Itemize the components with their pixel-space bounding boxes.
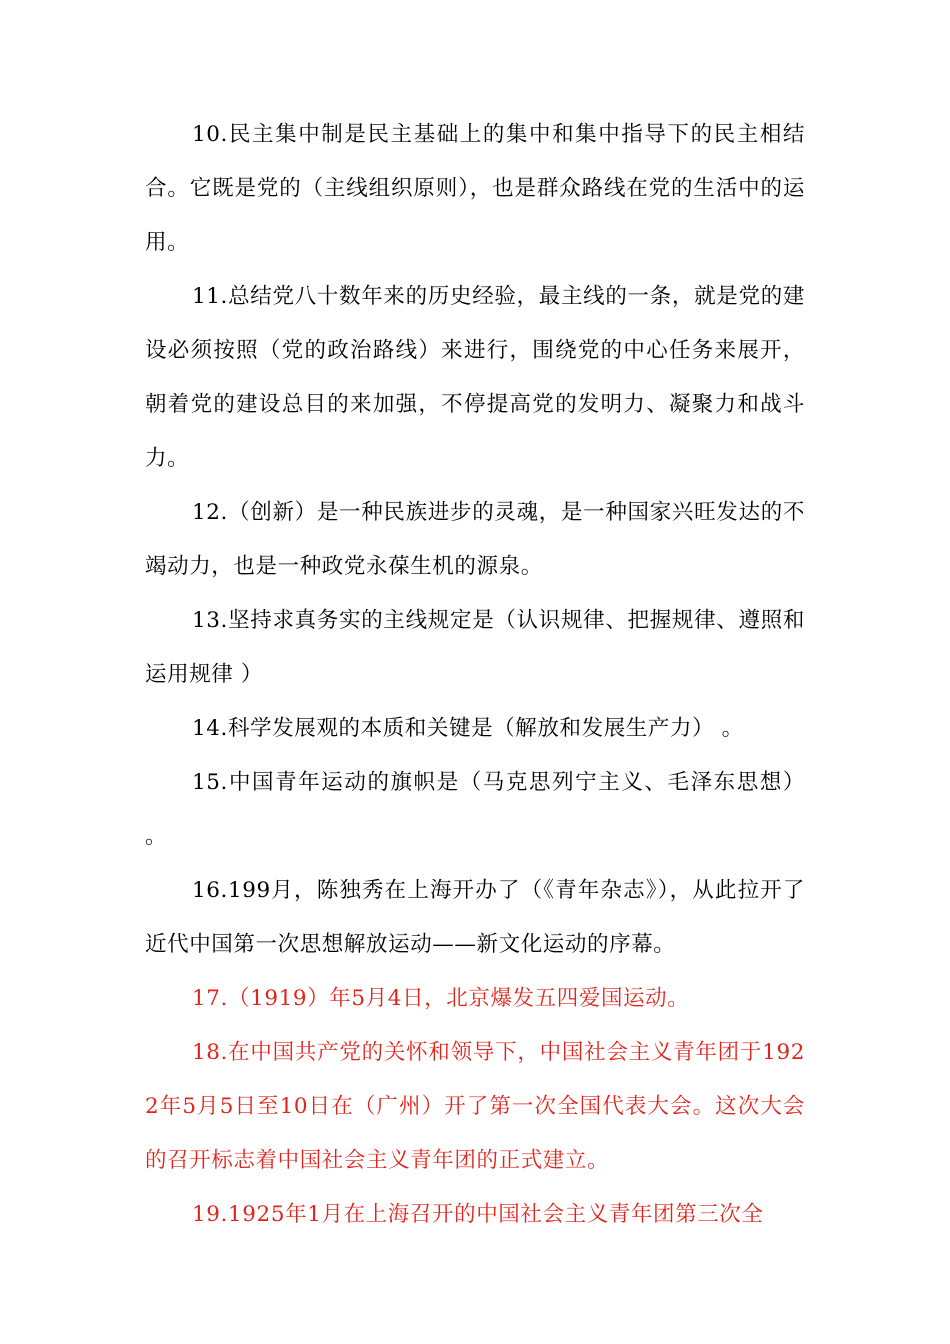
paragraph-12: 12.（创新）是一种民族进步的灵魂，是一种国家兴旺发达的不竭动力，也是一种政党永葆生机的源泉。 bbox=[145, 500, 805, 579]
paragraph-14: 14.科学发展观的本质和关键是（解放和发展生产力） 。 bbox=[192, 716, 744, 741]
paragraph-10: 10.民主集中制是民主基础上的集中和集中指导下的民主相结合。它既是党的（主线组织原则），也是群众路线在党的生活中的运用。 bbox=[145, 122, 805, 255]
paragraph-16: 16.199月，陈独秀在上海开办了（《青年杂志》），从此拉开了近代中国第一次思想解放运动——新文化运动的序幕。 bbox=[145, 878, 805, 957]
paragraph-13: 13.坚持求真务实的主线规定是（认识规律、把握规律、遵照和运用规律 ） bbox=[145, 608, 805, 687]
paragraph-11: 11.总结党八十数年来的历史经验，最主线的一条，就是党的建设必须按照（党的政治路线）来进行，围绕党的中心任务来展开，朝着党的建设总目的来加强，不停提高党的发明力、凝聚力和战斗力。 bbox=[145, 284, 805, 471]
paragraph-18: 18.在中国共产党的关怀和领导下，中国社会主义青年团于1922年5月5日至10日在（广州）开了第一次全国代表大会。这次大会的召开标志着中国社会主义青年团的正式建立。 bbox=[145, 1040, 805, 1173]
paragraph-17: 17.（1919）年5月4日，北京爆发五四爱国运动。 bbox=[192, 986, 690, 1011]
paragraph-19: 19.1925年1月在上海召开的中国社会主义青年团第三次全 bbox=[192, 1202, 764, 1227]
document-body bbox=[145, 108, 805, 1242]
paragraph-15: 15.中国青年运动的旗帜是（马克思列宁主义、毛泽东思想） 。 bbox=[145, 770, 805, 849]
